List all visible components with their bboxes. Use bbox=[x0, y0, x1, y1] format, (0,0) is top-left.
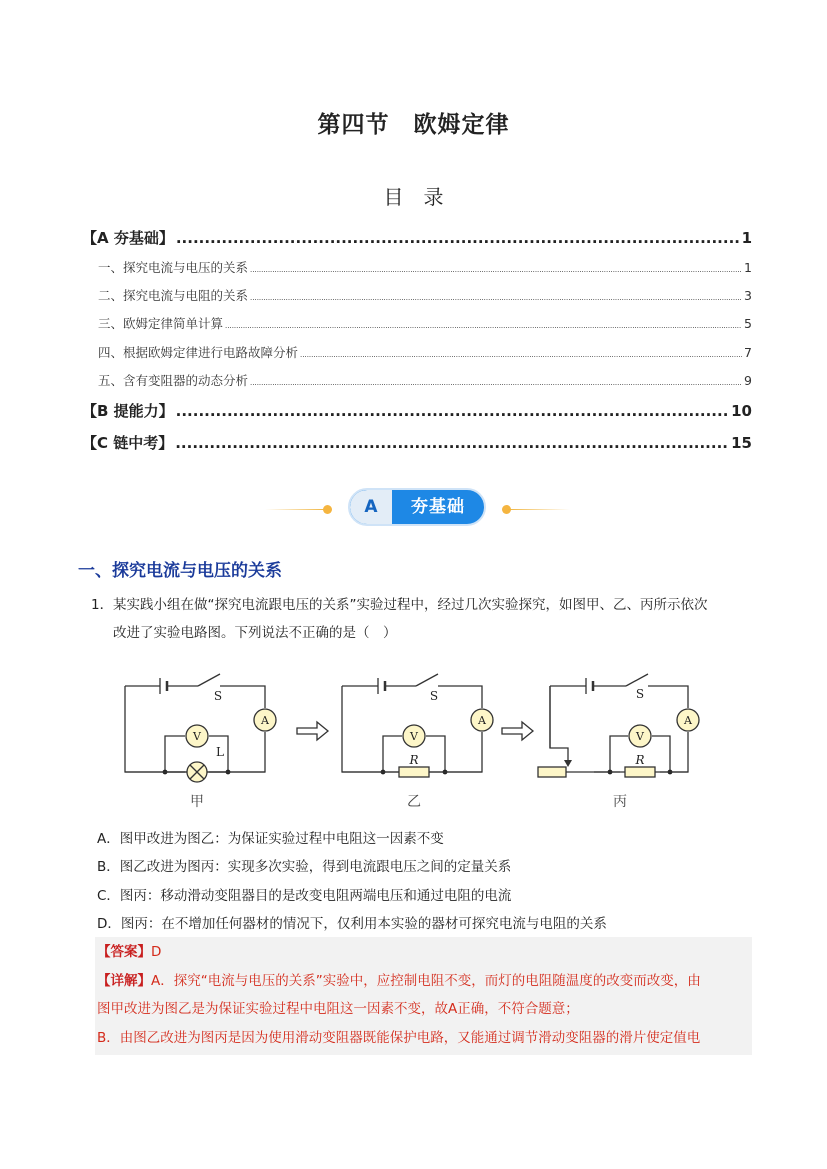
toc-entry-page: 10 bbox=[731, 402, 752, 420]
question-number: 1． bbox=[91, 597, 114, 613]
rheostat-icon bbox=[538, 767, 566, 777]
detail-line-1 bbox=[97, 969, 701, 989]
toc-entry-label: 五、含有变阻器的动态分析 bbox=[98, 373, 249, 388]
option-c[interactable]: C．图丙：移动滑动变阻器目的是改变电阻两端电压和通过电阻的电流 bbox=[97, 888, 512, 904]
section-banner bbox=[348, 488, 486, 526]
toc-entry[interactable] bbox=[98, 314, 752, 332]
toc-entry[interactable] bbox=[82, 227, 752, 248]
toc-entry-label: 四、根据欧姆定律进行电路故障分析 bbox=[98, 345, 299, 360]
banner-line-left bbox=[265, 509, 327, 510]
toc-leader bbox=[175, 434, 729, 452]
toc-entry-page: 1 bbox=[744, 260, 752, 275]
answer-line bbox=[97, 940, 161, 960]
caption-yi: 乙 bbox=[407, 794, 421, 810]
caption-jia: 甲 bbox=[190, 794, 204, 810]
section-title: 一、探究电流与电压的关系 bbox=[78, 561, 282, 581]
answer-value: D bbox=[151, 944, 162, 960]
voltmeter-label: V bbox=[636, 730, 644, 743]
toc-entry-label: 【A 夯基础】 bbox=[82, 229, 174, 247]
toc-heading: 目 录 bbox=[383, 185, 444, 209]
toc-entry[interactable] bbox=[98, 371, 752, 389]
circuit-figure bbox=[120, 668, 710, 813]
toc-entry-label: 【B 提能力】 bbox=[82, 402, 174, 420]
caption-bing: 丙 bbox=[613, 794, 627, 810]
toc-entry-label: 一、探究电流与电压的关系 bbox=[98, 260, 249, 275]
wire bbox=[648, 686, 688, 708]
wire bbox=[165, 736, 185, 772]
toc-entry-label: 二、探究电流与电阻的关系 bbox=[98, 288, 249, 303]
toc-entry-page: 1 bbox=[741, 229, 752, 247]
ammeter-label: A bbox=[684, 714, 692, 727]
resistor-icon bbox=[399, 767, 429, 777]
voltmeter-label: V bbox=[193, 730, 201, 743]
toc-entry[interactable] bbox=[82, 400, 752, 421]
detail-line-2: 图甲改进为图乙是为保证实验过程中电阻这一因素不变，故A正确，不符合题意； bbox=[97, 1001, 579, 1017]
ammeter-label: A bbox=[478, 714, 486, 727]
switch-label: S bbox=[429, 689, 439, 703]
toc-entry-page: 7 bbox=[744, 345, 752, 360]
wire bbox=[550, 686, 568, 760]
detail-tag: 【详解】 bbox=[97, 973, 151, 989]
toc-leader bbox=[250, 379, 742, 387]
toc-leader bbox=[250, 294, 742, 302]
toc-entry[interactable] bbox=[98, 286, 752, 304]
toc-leader bbox=[225, 322, 742, 330]
toc-entry[interactable] bbox=[98, 258, 752, 276]
resistor-label: R bbox=[409, 753, 419, 767]
toc-entry-page: 3 bbox=[744, 288, 752, 303]
toc-leader bbox=[300, 351, 742, 359]
arrow-right-icon bbox=[502, 722, 533, 740]
resistor-label: R bbox=[635, 753, 645, 767]
slider-arrow bbox=[564, 760, 572, 767]
toc-entry-page: 5 bbox=[744, 316, 752, 331]
option-b[interactable]: B．图乙改进为图丙：实现多次实验，得到电流跟电压之间的定量关系 bbox=[97, 859, 512, 875]
switch-label: S bbox=[635, 687, 645, 701]
option-d[interactable]: D．图丙：在不增加任何器材的情况下，仅利用本实验的器材可探究电流与电阻的关系 bbox=[97, 916, 607, 932]
toc-entry-page: 9 bbox=[744, 373, 752, 388]
toc-leader bbox=[176, 402, 729, 420]
switch-blade bbox=[416, 674, 438, 686]
toc-entry[interactable] bbox=[82, 432, 752, 453]
resistor-icon bbox=[625, 767, 655, 777]
option-a[interactable]: A．图甲改进为图乙：为保证实验过程中电阻这一因素不变 bbox=[97, 831, 444, 847]
toc-entry-page: 15 bbox=[731, 434, 752, 452]
switch-blade bbox=[626, 674, 648, 686]
wire bbox=[220, 686, 265, 708]
ammeter-label: A bbox=[261, 714, 269, 727]
answer-tag: 【答案】 bbox=[97, 944, 151, 960]
toc-entry-label: 【C 链中考】 bbox=[82, 434, 174, 452]
switch-label: S bbox=[213, 689, 223, 703]
switch-blade bbox=[198, 674, 220, 686]
banner-letter: A bbox=[350, 490, 392, 524]
lamp-label: L bbox=[216, 745, 224, 759]
toc-leader bbox=[176, 229, 740, 247]
banner-line-right bbox=[508, 509, 570, 510]
wire bbox=[438, 686, 482, 708]
voltmeter-label: V bbox=[410, 730, 418, 743]
toc-entry-label: 三、欧姆定律简单计算 bbox=[98, 316, 224, 331]
toc-leader bbox=[250, 266, 742, 274]
page-title: 第四节 欧姆定律 bbox=[317, 112, 510, 138]
detail-line-3: B．由图乙改进为图丙是因为使用滑动变阻器既能保护电路，又能通过调节滑动变阻器的滑片使定值电 bbox=[97, 1030, 701, 1046]
toc-entry[interactable] bbox=[98, 343, 752, 361]
question-line-2: 改进了实验电路图。下列说法不正确的是（ ） bbox=[113, 625, 397, 641]
banner-text: 夯基础 bbox=[411, 497, 465, 517]
banner-dot-left bbox=[323, 505, 332, 514]
arrow-right-icon bbox=[297, 722, 328, 740]
question-line-1: 某实践小组在做“探究电流跟电压的关系”实验过程中，经过几次实验探究，如图甲、乙、丙所示依次 bbox=[113, 597, 708, 613]
wire bbox=[670, 732, 688, 772]
detail-text-1: A．探究“电流与电压的关系”实验中，应控制电阻不变，而灯的电阻随温度的改变而改变，由 bbox=[151, 973, 701, 989]
